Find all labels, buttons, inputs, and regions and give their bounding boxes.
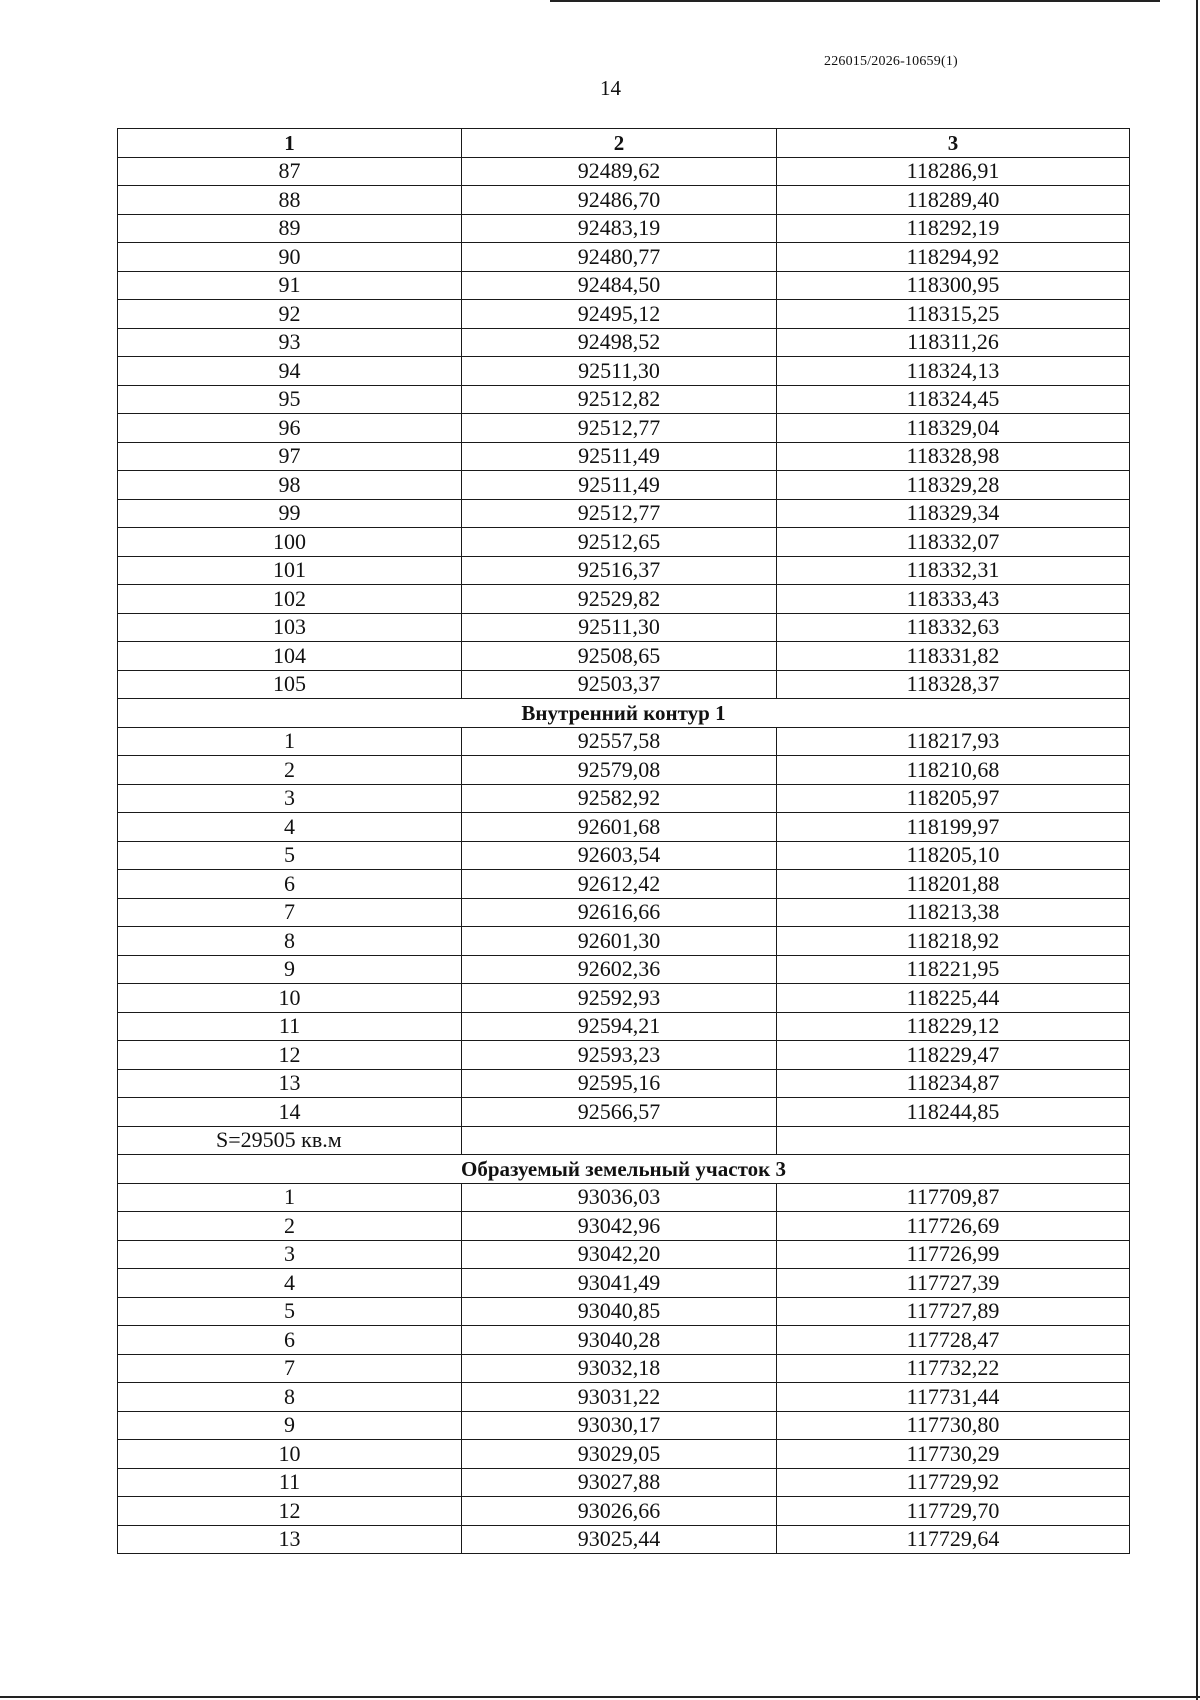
coordinate-y-cell: 118311,26: [777, 328, 1130, 357]
coordinate-y-cell: 118333,43: [777, 585, 1130, 614]
table-row: [118, 1041, 1130, 1070]
point-number-cell: 13: [118, 1069, 462, 1098]
point-number-cell: 92: [118, 300, 462, 329]
coordinate-y-cell: 118217,93: [777, 727, 1130, 756]
coordinate-x-cell: 92557,58: [462, 727, 777, 756]
table-row: [118, 784, 1130, 813]
table-row: [118, 1183, 1130, 1212]
point-number-cell: 10: [118, 984, 462, 1013]
table-row: [118, 1297, 1130, 1326]
point-number-cell: 4: [118, 1269, 462, 1298]
point-number-cell: 11: [118, 1012, 462, 1041]
point-number-cell: 88: [118, 186, 462, 215]
section-title-row: [118, 1155, 1130, 1184]
point-number-cell: 105: [118, 670, 462, 699]
coordinate-x-cell: 92579,08: [462, 756, 777, 785]
table-row: [118, 414, 1130, 443]
coordinate-x-cell: 92529,82: [462, 585, 777, 614]
table-row: [118, 585, 1130, 614]
section-title: Внутренний контур 1: [118, 699, 1130, 728]
point-number-cell: 5: [118, 841, 462, 870]
coordinate-y-cell: 118210,68: [777, 756, 1130, 785]
table-body: [118, 157, 1130, 1554]
table-row: [118, 898, 1130, 927]
table-row: [118, 870, 1130, 899]
coordinate-x-cell: 93040,85: [462, 1297, 777, 1326]
coordinate-x-cell: 92601,68: [462, 813, 777, 842]
coordinate-y-cell: 118221,95: [777, 955, 1130, 984]
coordinate-x-cell: 92503,37: [462, 670, 777, 699]
coordinate-y-cell: 117730,80: [777, 1411, 1130, 1440]
coordinate-y-cell: 118328,98: [777, 442, 1130, 471]
table-row: [118, 1468, 1130, 1497]
empty-cell: [777, 1126, 1130, 1155]
coordinate-y-cell: 117729,70: [777, 1497, 1130, 1526]
point-number-cell: 98: [118, 471, 462, 500]
coordinate-x-cell: 93031,22: [462, 1383, 777, 1412]
coordinate-x-cell: 92512,77: [462, 499, 777, 528]
point-number-cell: 5: [118, 1297, 462, 1326]
point-number-cell: 99: [118, 499, 462, 528]
table-row: [118, 1212, 1130, 1241]
point-number-cell: 12: [118, 1497, 462, 1526]
point-number-cell: 9: [118, 1411, 462, 1440]
point-number-cell: 89: [118, 214, 462, 243]
coordinate-x-cell: 93032,18: [462, 1354, 777, 1383]
coordinate-x-cell: 92594,21: [462, 1012, 777, 1041]
table-row: [118, 1098, 1130, 1127]
coordinate-x-cell: 92498,52: [462, 328, 777, 357]
coordinate-y-cell: 117726,99: [777, 1240, 1130, 1269]
table-row: [118, 1240, 1130, 1269]
area-summary-row: [118, 1126, 1130, 1155]
table-row: [118, 1012, 1130, 1041]
coordinate-x-cell: 92480,77: [462, 243, 777, 272]
point-number-cell: 12: [118, 1041, 462, 1070]
coordinate-x-cell: 92612,42: [462, 870, 777, 899]
point-number-cell: 94: [118, 357, 462, 386]
coordinate-x-cell: 92511,49: [462, 442, 777, 471]
coordinate-x-cell: 92593,23: [462, 1041, 777, 1070]
coordinate-x-cell: 92486,70: [462, 186, 777, 215]
table-row: [118, 1326, 1130, 1355]
coordinate-x-cell: 92512,65: [462, 528, 777, 557]
coordinate-y-cell: 118332,07: [777, 528, 1130, 557]
coordinate-y-cell: 118315,25: [777, 300, 1130, 329]
coordinate-x-cell: 93025,44: [462, 1525, 777, 1554]
table-row: [118, 1411, 1130, 1440]
table-row: [118, 528, 1130, 557]
coordinate-y-cell: 117729,64: [777, 1525, 1130, 1554]
page-bottom-edge: [0, 1696, 1200, 1698]
coordinate-x-cell: 92582,92: [462, 784, 777, 813]
point-number-cell: 91: [118, 271, 462, 300]
point-number-cell: 9: [118, 955, 462, 984]
table-row: [118, 499, 1130, 528]
table-row: [118, 243, 1130, 272]
coordinate-y-cell: 117730,29: [777, 1440, 1130, 1469]
coordinate-y-cell: 118324,45: [777, 385, 1130, 414]
table-row: [118, 927, 1130, 956]
coordinate-x-cell: 92511,30: [462, 613, 777, 642]
point-number-cell: 8: [118, 1383, 462, 1412]
coordinate-x-cell: 93026,66: [462, 1497, 777, 1526]
coordinate-x-cell: 93027,88: [462, 1468, 777, 1497]
coordinate-y-cell: 118328,37: [777, 670, 1130, 699]
section-title: Образуемый земельный участок 3: [118, 1155, 1130, 1184]
table-row: [118, 556, 1130, 585]
coordinate-y-cell: 117732,22: [777, 1354, 1130, 1383]
point-number-cell: 87: [118, 157, 462, 186]
table-row: [118, 1383, 1130, 1412]
table-row: [118, 984, 1130, 1013]
coordinate-x-cell: 92566,57: [462, 1098, 777, 1127]
coordinate-y-cell: 118205,97: [777, 784, 1130, 813]
coordinate-y-cell: 118294,92: [777, 243, 1130, 272]
table-row: [118, 1269, 1130, 1298]
table-row: [118, 642, 1130, 671]
coordinate-y-cell: 118332,31: [777, 556, 1130, 585]
table-row: [118, 300, 1130, 329]
point-number-cell: 103: [118, 613, 462, 642]
coordinate-x-cell: 93042,20: [462, 1240, 777, 1269]
point-number-cell: 1: [118, 727, 462, 756]
table-row: [118, 813, 1130, 842]
coordinate-y-cell: 117729,92: [777, 1468, 1130, 1497]
coordinate-y-cell: 118229,12: [777, 1012, 1130, 1041]
table-header-row: [118, 129, 1130, 158]
table-row: [118, 271, 1130, 300]
coordinate-y-cell: 118244,85: [777, 1098, 1130, 1127]
table-row: [118, 471, 1130, 500]
point-number-cell: 6: [118, 870, 462, 899]
coordinate-y-cell: 117727,89: [777, 1297, 1130, 1326]
coordinate-y-cell: 118332,63: [777, 613, 1130, 642]
coordinate-y-cell: 118329,04: [777, 414, 1130, 443]
point-number-cell: 2: [118, 1212, 462, 1241]
table-row: [118, 613, 1130, 642]
section-title-row: [118, 699, 1130, 728]
point-number-cell: 11: [118, 1468, 462, 1497]
table-row: [118, 955, 1130, 984]
coordinate-x-cell: 93041,49: [462, 1269, 777, 1298]
coordinate-x-cell: 92512,77: [462, 414, 777, 443]
coordinate-x-cell: 93042,96: [462, 1212, 777, 1241]
table-row: [118, 1069, 1130, 1098]
point-number-cell: 100: [118, 528, 462, 557]
point-number-cell: 95: [118, 385, 462, 414]
point-number-cell: 102: [118, 585, 462, 614]
point-number-cell: 13: [118, 1525, 462, 1554]
point-number-cell: 90: [118, 243, 462, 272]
coordinate-y-cell: 117731,44: [777, 1383, 1130, 1412]
point-number-cell: 6: [118, 1326, 462, 1355]
coordinates-table: [117, 128, 1130, 1554]
table-row: [118, 1440, 1130, 1469]
column-header: 1: [118, 129, 462, 158]
point-number-cell: 93: [118, 328, 462, 357]
table-row: [118, 1497, 1130, 1526]
table-row: [118, 756, 1130, 785]
point-number-cell: 8: [118, 927, 462, 956]
coordinate-x-cell: 92483,19: [462, 214, 777, 243]
coordinate-x-cell: 92595,16: [462, 1069, 777, 1098]
coordinate-x-cell: 92603,54: [462, 841, 777, 870]
coordinate-x-cell: 92489,62: [462, 157, 777, 186]
coordinate-y-cell: 118213,38: [777, 898, 1130, 927]
coordinate-x-cell: 92495,12: [462, 300, 777, 329]
table-row: [118, 357, 1130, 386]
page-number: 14: [600, 76, 621, 100]
coordinate-x-cell: 93040,28: [462, 1326, 777, 1355]
coordinate-y-cell: 118300,95: [777, 271, 1130, 300]
column-header: 3: [777, 129, 1130, 158]
coordinate-x-cell: 92602,36: [462, 955, 777, 984]
coordinate-x-cell: 92616,66: [462, 898, 777, 927]
coordinate-x-cell: 92511,49: [462, 471, 777, 500]
coordinate-x-cell: 93036,03: [462, 1183, 777, 1212]
coordinate-y-cell: 118225,44: [777, 984, 1130, 1013]
coordinate-x-cell: 92511,30: [462, 357, 777, 386]
coordinate-y-cell: 118229,47: [777, 1041, 1130, 1070]
coordinate-y-cell: 117709,87: [777, 1183, 1130, 1212]
point-number-cell: 3: [118, 1240, 462, 1269]
table-row: [118, 186, 1130, 215]
coordinate-y-cell: 118329,28: [777, 471, 1130, 500]
table-row: [118, 385, 1130, 414]
point-number-cell: 4: [118, 813, 462, 842]
coordinate-y-cell: 118292,19: [777, 214, 1130, 243]
point-number-cell: 10: [118, 1440, 462, 1469]
area-summary: S=29505 кв.м: [118, 1126, 462, 1155]
point-number-cell: 104: [118, 642, 462, 671]
coordinate-x-cell: 92512,82: [462, 385, 777, 414]
table-row: [118, 1525, 1130, 1554]
point-number-cell: 2: [118, 756, 462, 785]
coordinate-y-cell: 118205,10: [777, 841, 1130, 870]
document-number: 226015/2026-10659(1): [824, 54, 958, 69]
table-row: [118, 157, 1130, 186]
coordinate-y-cell: 118329,34: [777, 499, 1130, 528]
point-number-cell: 7: [118, 1354, 462, 1383]
coordinate-y-cell: 118201,88: [777, 870, 1130, 899]
table-row: [118, 214, 1130, 243]
table-row: [118, 328, 1130, 357]
coordinate-y-cell: 118286,91: [777, 157, 1130, 186]
table-row: [118, 727, 1130, 756]
point-number-cell: 7: [118, 898, 462, 927]
page-top-edge: [550, 0, 1160, 2]
page-right-edge: [1196, 0, 1198, 1700]
table-row: [118, 1354, 1130, 1383]
table-row: [118, 841, 1130, 870]
column-header: 2: [462, 129, 777, 158]
point-number-cell: 101: [118, 556, 462, 585]
point-number-cell: 3: [118, 784, 462, 813]
point-number-cell: 1: [118, 1183, 462, 1212]
coordinate-y-cell: 118289,40: [777, 186, 1130, 215]
coordinate-y-cell: 118218,92: [777, 927, 1130, 956]
coordinate-y-cell: 118331,82: [777, 642, 1130, 671]
table-row: [118, 442, 1130, 471]
coordinate-y-cell: 117727,39: [777, 1269, 1130, 1298]
point-number-cell: 14: [118, 1098, 462, 1127]
coordinate-x-cell: 92516,37: [462, 556, 777, 585]
coordinate-y-cell: 118199,97: [777, 813, 1130, 842]
coordinate-x-cell: 93029,05: [462, 1440, 777, 1469]
coordinate-y-cell: 117728,47: [777, 1326, 1130, 1355]
coordinate-x-cell: 92592,93: [462, 984, 777, 1013]
point-number-cell: 96: [118, 414, 462, 443]
coordinate-y-cell: 117726,69: [777, 1212, 1130, 1241]
table-row: [118, 670, 1130, 699]
coordinate-x-cell: 92601,30: [462, 927, 777, 956]
point-number-cell: 97: [118, 442, 462, 471]
coordinate-x-cell: 93030,17: [462, 1411, 777, 1440]
empty-cell: [462, 1126, 777, 1155]
coordinate-y-cell: 118234,87: [777, 1069, 1130, 1098]
coordinate-x-cell: 92484,50: [462, 271, 777, 300]
coordinate-y-cell: 118324,13: [777, 357, 1130, 386]
coordinate-x-cell: 92508,65: [462, 642, 777, 671]
